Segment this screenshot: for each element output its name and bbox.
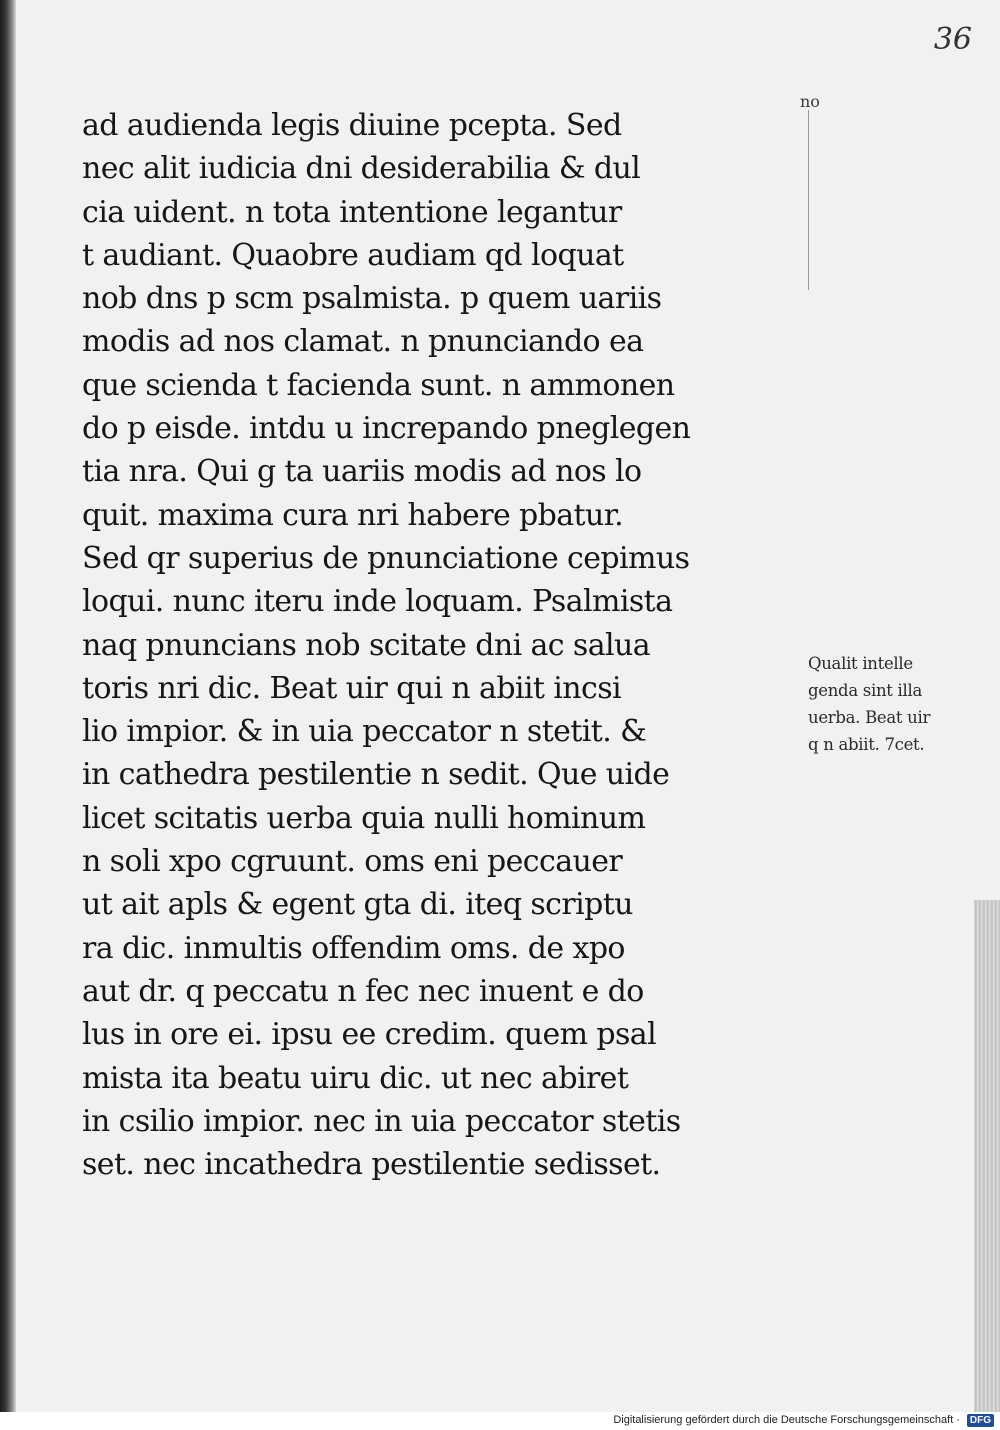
text-line: lus in ore ei. ipsu ee credim. quem psal	[82, 1017, 657, 1053]
margin-rule-line	[808, 110, 809, 290]
text-line: mista ita beatu uiru dic. ut nec abiret	[82, 1060, 629, 1096]
page-edges	[974, 900, 1000, 1412]
text-line: toris nri dic. Beat uir qui n abiit incsi	[82, 670, 622, 706]
gloss-line: Qualit intelle	[808, 654, 913, 673]
text-line: loqui. nunc iteru inde loquam. Psalmista	[82, 584, 673, 620]
footer-bar	[0, 1412, 1000, 1430]
gloss-line: q n abiit. 7cet.	[808, 735, 925, 754]
text-line: cia uident. n tota intentione legantur	[82, 194, 622, 230]
text-line: quit. maxima cura nri habere pbatur.	[82, 497, 624, 533]
main-text-block	[82, 104, 802, 1186]
gloss-line: genda sint illa	[808, 681, 923, 700]
text-line: aut dr. q peccatu n fec nec inuent e do	[82, 973, 644, 1009]
top-margin-note: no	[800, 92, 820, 111]
text-line: que scienda t facienda sunt. n ammonen	[82, 367, 675, 403]
dfg-logo: DFG	[967, 1414, 994, 1427]
text-line: set. nec incathedra pestilentie sedisset.	[82, 1147, 661, 1183]
text-line: nob dns p scm psalmista. p quem uariis	[82, 281, 662, 317]
text-line: Sed qr superius de pnunciatione cepimus	[82, 540, 690, 576]
funding-credit: Digitalisierung gefördert durch die Deutsche Forschungsgemeinschaft ·	[613, 1414, 960, 1426]
text-line: t audiant. Quaobre audiam qd loquat	[82, 237, 624, 273]
gloss-line: uerba. Beat uir	[808, 708, 931, 727]
folio-number: 36	[933, 22, 972, 57]
text-line: ad audienda legis diuine pcepta. Sed	[82, 108, 622, 143]
text-line: nec alit iudicia dni desiderabilia & dul	[82, 151, 641, 187]
text-line: in cathedra pestilentie n sedit. Que uide	[82, 757, 670, 793]
text-line: n soli xpo cgruunt. oms eni peccauer	[82, 844, 623, 880]
text-line: in csilio impior. nec in uia peccator stetis	[82, 1103, 681, 1139]
binding-gutter	[0, 0, 16, 1412]
text-line: licet scitatis uerba quia nulli hominum	[82, 800, 646, 836]
text-line: naq pnuncians nob scitate dni ac salua	[82, 627, 651, 663]
text-line: ra dic. inmultis offendim oms. de xpo	[82, 930, 625, 966]
text-line: tia nra. Qui g ta uariis modis ad nos lo	[82, 454, 642, 490]
text-line: ut ait apls & egent gta di. iteq scriptu	[82, 887, 633, 923]
text-line: do p eisde. intdu u increpando pneglegen	[82, 411, 691, 447]
marginal-gloss	[808, 650, 978, 758]
text-line: lio impior. & in uia peccator n stetit. &	[82, 714, 647, 750]
text-line: modis ad nos clamat. n pnunciando ea	[82, 324, 644, 360]
